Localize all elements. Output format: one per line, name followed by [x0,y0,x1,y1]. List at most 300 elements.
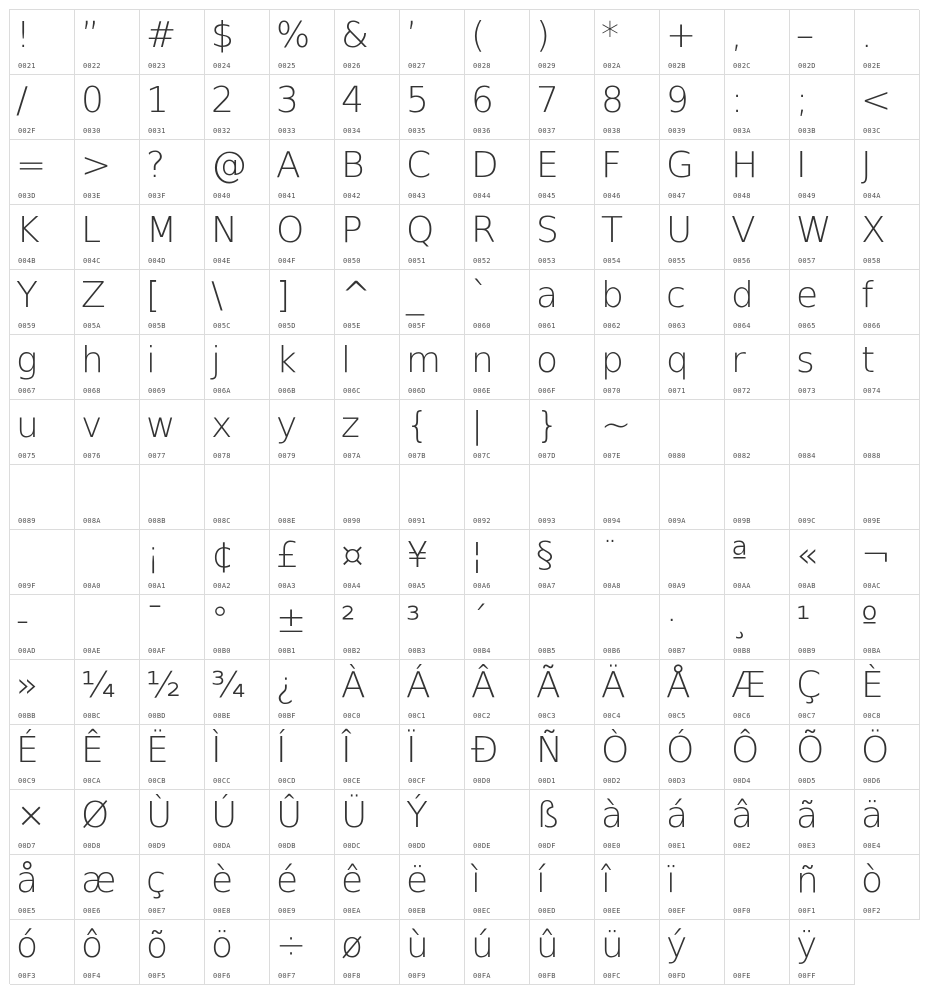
glyph-cell [660,140,725,205]
glyph-character: ` [471,275,489,316]
glyph-cell [595,270,660,335]
glyph-cell [790,725,855,790]
glyph-code-label: 0042 [343,192,361,200]
glyph-cell [530,465,595,530]
glyph-cell [400,855,465,920]
glyph-character: ¸ [731,600,749,641]
glyph-cell [465,920,530,985]
glyph-code-label: 002C [733,62,751,70]
glyph-code-label: 0060 [473,322,491,330]
glyph-code-label: 00CA [83,777,101,785]
glyph-code-label: 0061 [538,322,556,330]
glyph-code-label: 00B4 [473,647,491,655]
glyph-character: Ò [601,730,630,771]
glyph-cell [465,205,530,270]
glyph-cell [465,465,530,530]
glyph-cell [530,790,595,855]
glyph-code-label: 002E [863,62,881,70]
glyph-cell [205,920,270,985]
glyph-cell [595,790,660,855]
glyph-character: ^ [341,275,372,316]
glyph-code-label: 006B [278,387,296,395]
glyph-cell [335,660,400,725]
glyph-cell [725,920,790,985]
glyph-cell [530,660,595,725]
glyph-cell [660,660,725,725]
glyph-cell [270,75,335,140]
glyph-cell [270,465,335,530]
glyph-character: ö [211,925,234,966]
glyph-character: ¤ [341,535,364,576]
glyph-code-label: 003D [18,192,36,200]
glyph-cell [140,140,205,205]
glyph-code-label: 00D4 [733,777,751,785]
glyph-code-label: 0045 [538,192,556,200]
glyph-cell [335,270,400,335]
glyph-character: ü [601,925,624,966]
glyph-character: ¨ [601,535,619,576]
glyph-cell [660,205,725,270]
glyph-cell [725,270,790,335]
glyph-cell [725,790,790,855]
glyph-character: k [276,340,297,381]
glyph-character: I [796,145,807,186]
glyph-code-label: 00B7 [668,647,686,655]
glyph-cell [205,855,270,920]
glyph-cell [400,920,465,985]
glyph-character: ? [146,145,166,186]
glyph-cell [790,140,855,205]
glyph-cell [140,595,205,660]
glyph-code-label: 003F [148,192,166,200]
glyph-character: Ý [406,795,428,836]
glyph-cell [270,400,335,465]
glyph-character: 4 [341,80,364,121]
glyph-cell [465,270,530,335]
glyph-cell [75,530,140,595]
glyph-code-label: 00CC [213,777,231,785]
glyph-cell [595,530,660,595]
glyph-code-label: 005D [278,322,296,330]
glyph-character: Ì [211,730,222,771]
glyph-character: ú [471,925,494,966]
glyph-cell [335,140,400,205]
glyph-code-label: 002A [603,62,621,70]
glyph-code-label: 008E [278,517,296,525]
glyph-code-label: 007B [408,452,426,460]
glyph-character: A [276,145,301,186]
glyph-code-label: 0057 [798,257,816,265]
glyph-cell [75,140,140,205]
glyph-character: , [731,15,743,56]
glyph-code-label: 00CB [148,777,166,785]
glyph-code-label: 004F [278,257,296,265]
glyph-character: Å [666,665,691,706]
glyph-code-label: 00C3 [538,712,556,720]
glyph-code-label: 0027 [408,62,426,70]
glyph-code-label: 0080 [668,452,686,460]
glyph-character: ç [146,860,166,901]
glyph-character: í [536,860,547,901]
glyph-cell [335,855,400,920]
glyph-code-label: 00FF [798,972,816,980]
glyph-cell [790,205,855,270]
glyph-cell [660,400,725,465]
glyph-cell [465,75,530,140]
glyph-cell [75,205,140,270]
glyph-character: ¬ [861,535,892,576]
glyph-cell [465,400,530,465]
glyph-code-label: 003C [863,127,881,135]
glyph-character: O [276,210,305,251]
glyph-code-label: 0075 [18,452,36,460]
glyph-character: g [16,340,38,381]
glyph-character: u [16,405,39,446]
glyph-cell [270,335,335,400]
glyph-code-label: 00BF [278,712,296,720]
glyph-cell [595,725,660,790]
glyph-code-label: 0040 [213,192,231,200]
glyph-cell [270,725,335,790]
glyph-code-label: 0044 [473,192,491,200]
glyph-code-label: 0036 [473,127,491,135]
glyph-character: ° [211,600,229,641]
glyph-character: û [536,925,559,966]
glyph-code-label: 0035 [408,127,426,135]
glyph-character: d [731,275,754,316]
glyph-code-label: 00AF [148,647,166,655]
glyph-code-label: 00F4 [83,972,101,980]
glyph-code-label: 0093 [538,517,556,525]
glyph-cell [790,400,855,465]
glyph-cell [595,595,660,660]
glyph-cell [790,595,855,660]
glyph-character: h [81,340,104,381]
glyph-code-label: 0069 [148,387,166,395]
glyph-cell [10,465,75,530]
glyph-cell [660,465,725,530]
glyph-cell [595,465,660,530]
glyph-code-label: 00F3 [18,972,36,980]
glyph-cell [205,465,270,530]
glyph-character: n [471,340,494,381]
glyph-character: @ [211,145,247,186]
glyph-character: e [796,275,819,316]
glyph-character: ¯ [146,600,164,641]
glyph-cell [270,205,335,270]
glyph-cell [855,335,920,400]
glyph-code-label: 00AA [733,582,751,590]
glyph-cell [725,660,790,725]
glyph-cell [270,140,335,205]
glyph-code-label: 0024 [213,62,231,70]
glyph-code-label: 0059 [18,322,36,330]
glyph-code-label: 009C [798,517,816,525]
glyph-cell [660,75,725,140]
glyph-character: ; [796,80,809,121]
glyph-cell [335,400,400,465]
glyph-character: ¥ [406,535,429,576]
glyph-character: ¢ [211,535,234,576]
glyph-code-label: 005E [343,322,361,330]
glyph-cell [465,660,530,725]
glyph-code-label: 00C9 [18,777,36,785]
glyph-cell [75,270,140,335]
glyph-cell [595,855,660,920]
glyph-cell [205,725,270,790]
glyph-character: ³ [406,600,421,641]
glyph-code-label: 0039 [668,127,686,135]
glyph-character: ø [341,925,364,966]
glyph-character: ó [16,925,39,966]
glyph-cell [140,660,205,725]
glyph-cell [855,725,920,790]
glyph-cell [530,75,595,140]
glyph-code-label: 003A [733,127,751,135]
glyph-character: > [81,145,112,186]
glyph-character: . [861,15,873,56]
glyph-code-label: 00B2 [343,647,361,655]
glyph-character: W [796,210,832,251]
glyph-character: F [601,145,622,186]
glyph-cell [335,205,400,270]
glyph-code-label: 00ED [538,907,556,915]
glyph-character: À [341,665,366,706]
glyph-cell [400,205,465,270]
glyph-code-label: 00BA [863,647,881,655]
glyph-code-label: 0058 [863,257,881,265]
glyph-code-label: 0049 [798,192,816,200]
glyph-character: < [861,80,892,121]
glyph-code-label: 00F2 [863,907,881,915]
glyph-code-label: 00F7 [278,972,296,980]
glyph-code-label: 0025 [278,62,296,70]
glyph-cell [270,660,335,725]
glyph-code-label: 00D2 [603,777,621,785]
glyph-cell [75,790,140,855]
glyph-character: Ù [146,795,173,836]
glyph-code-label: 00D3 [668,777,686,785]
glyph-cell [205,205,270,270]
glyph-cell [725,10,790,75]
glyph-cell [530,595,595,660]
glyph-code-label: 00A6 [473,582,491,590]
glyph-code-label: 007E [603,452,621,460]
glyph-character: Ö [861,730,890,771]
glyph-code-label: 00EE [603,907,621,915]
glyph-cell [790,335,855,400]
glyph-cell [465,10,530,75]
glyph-cell [10,205,75,270]
glyph-cell [75,660,140,725]
glyph-character: i [146,340,157,381]
glyph-character: Q [406,210,435,251]
glyph-code-label: 0076 [83,452,101,460]
glyph-code-label: 0026 [343,62,361,70]
glyph-character: = [16,145,47,186]
glyph-code-label: 00A9 [668,582,686,590]
glyph-cell [530,205,595,270]
glyph-code-label: 00E9 [278,907,296,915]
glyph-character: K [16,210,40,251]
glyph-character: ¡ [146,535,161,576]
glyph-cell [140,465,205,530]
glyph-code-label: 008C [213,517,231,525]
glyph-character: ¦ [471,535,484,576]
glyph-code-label: 0090 [343,517,361,525]
glyph-code-label: 00B1 [278,647,296,655]
glyph-code-label: 00BE [213,712,231,720]
glyph-code-label: 0032 [213,127,231,135]
glyph-cell [595,335,660,400]
glyph-character: G [666,145,694,186]
glyph-character: Á [406,665,431,706]
glyph-cell [595,75,660,140]
glyph-character: Y [16,275,38,316]
glyph-code-label: 009E [863,517,881,525]
glyph-cell [725,465,790,530]
glyph-character: ] [276,275,291,316]
glyph-character: C [406,145,432,186]
glyph-code-label: 002F [18,127,36,135]
glyph-cell [140,725,205,790]
glyph-code-label: 00E7 [148,907,166,915]
glyph-character: / [16,80,29,121]
glyph-character: ã [796,795,819,836]
glyph-character: õ [146,925,169,966]
glyph-code-label: 005F [408,322,426,330]
glyph-character: Æ [731,665,767,706]
glyph-character: Ç [796,665,822,706]
glyph-code-label: 00E2 [733,842,751,850]
glyph-code-label: 0073 [798,387,816,395]
glyph-code-label: 006C [343,387,361,395]
glyph-cell [205,140,270,205]
glyph-cell [725,335,790,400]
glyph-cell [465,335,530,400]
glyph-character: + [666,15,697,56]
glyph-cell [75,855,140,920]
glyph-code-label: 009B [733,517,751,525]
glyph-cell [855,270,920,335]
glyph-character: Í [276,730,287,771]
glyph-code-label: 00F1 [798,907,816,915]
glyph-cell [75,725,140,790]
glyph-cell [400,140,465,205]
glyph-character: l [341,340,352,381]
glyph-cell [855,595,920,660]
glyph-code-label: 00D6 [863,777,881,785]
glyph-character: Ê [81,730,104,771]
glyph-cell [725,530,790,595]
glyph-cell [530,140,595,205]
glyph-cell [855,140,920,205]
glyph-code-label: 0092 [473,517,491,525]
glyph-character: Ó [666,730,695,771]
glyph-cell [530,335,595,400]
glyph-character: y [276,405,298,446]
glyph-cell [855,660,920,725]
glyph-code-label: 0028 [473,62,491,70]
glyph-code-label: 00E5 [18,907,36,915]
glyph-character: º [861,600,878,641]
glyph-character: Î [341,730,352,771]
glyph-code-label: 0078 [213,452,231,460]
glyph-cell [595,660,660,725]
glyph-character: ª [731,535,748,576]
glyph-character: z [341,405,360,446]
glyph-code-label: 00BB [18,712,36,720]
glyph-code-label: 00D0 [473,777,491,785]
glyph-code-label: 0067 [18,387,36,395]
glyph-code-label: 0055 [668,257,686,265]
glyph-cell [205,270,270,335]
glyph-code-label: 0079 [278,452,296,460]
glyph-character: ä [861,795,884,836]
glyph-character: j [211,340,222,381]
glyph-character: Ï [406,730,417,771]
glyph-code-label: 0029 [538,62,556,70]
glyph-cell [335,725,400,790]
glyph-code-label: 006E [473,387,491,395]
glyph-character: J [861,145,872,186]
glyph-code-label: 004B [18,257,36,265]
glyph-cell [335,790,400,855]
glyph-code-label: 0064 [733,322,751,330]
glyph-code-label: 0052 [473,257,491,265]
glyph-character: \ [211,275,224,316]
glyph-character: ê [341,860,364,901]
glyph-code-label: 00A0 [83,582,101,590]
glyph-character: ” [81,15,100,56]
glyph-character: ï [666,860,677,901]
glyph-code-label: 00D7 [18,842,36,850]
glyph-character: P [341,210,363,251]
glyph-code-label: 004E [213,257,231,265]
glyph-cell [10,75,75,140]
glyph-character: q [666,340,689,381]
glyph-code-label: 00E3 [798,842,816,850]
glyph-code-label: 0089 [18,517,36,525]
glyph-cell [855,205,920,270]
glyph-character: ) [536,15,551,56]
glyph-character: 8 [601,80,624,121]
glyph-cell [335,75,400,140]
glyph-cell [790,920,855,985]
glyph-cell [335,595,400,660]
glyph-code-label: 00FB [538,972,556,980]
glyph-code-label: 00B5 [538,647,556,655]
glyph-cell [790,530,855,595]
glyph-character: ÷ [276,925,307,966]
glyph-code-label: 005B [148,322,166,330]
glyph-cell [530,530,595,595]
glyph-character: & [341,15,370,56]
glyph-code-label: 00A8 [603,582,621,590]
glyph-code-label: 0054 [603,257,621,265]
glyph-cell [465,855,530,920]
glyph-code-label: 004A [863,192,881,200]
glyph-cell [140,920,205,985]
glyph-character: Ô [731,730,760,771]
glyph-cell [10,10,75,75]
glyph-character: ¾ [211,665,246,706]
glyph-character: ( [471,15,486,56]
glyph-cell [10,920,75,985]
glyph-code-label: 0094 [603,517,621,525]
glyph-cell [400,790,465,855]
glyph-cell [10,660,75,725]
